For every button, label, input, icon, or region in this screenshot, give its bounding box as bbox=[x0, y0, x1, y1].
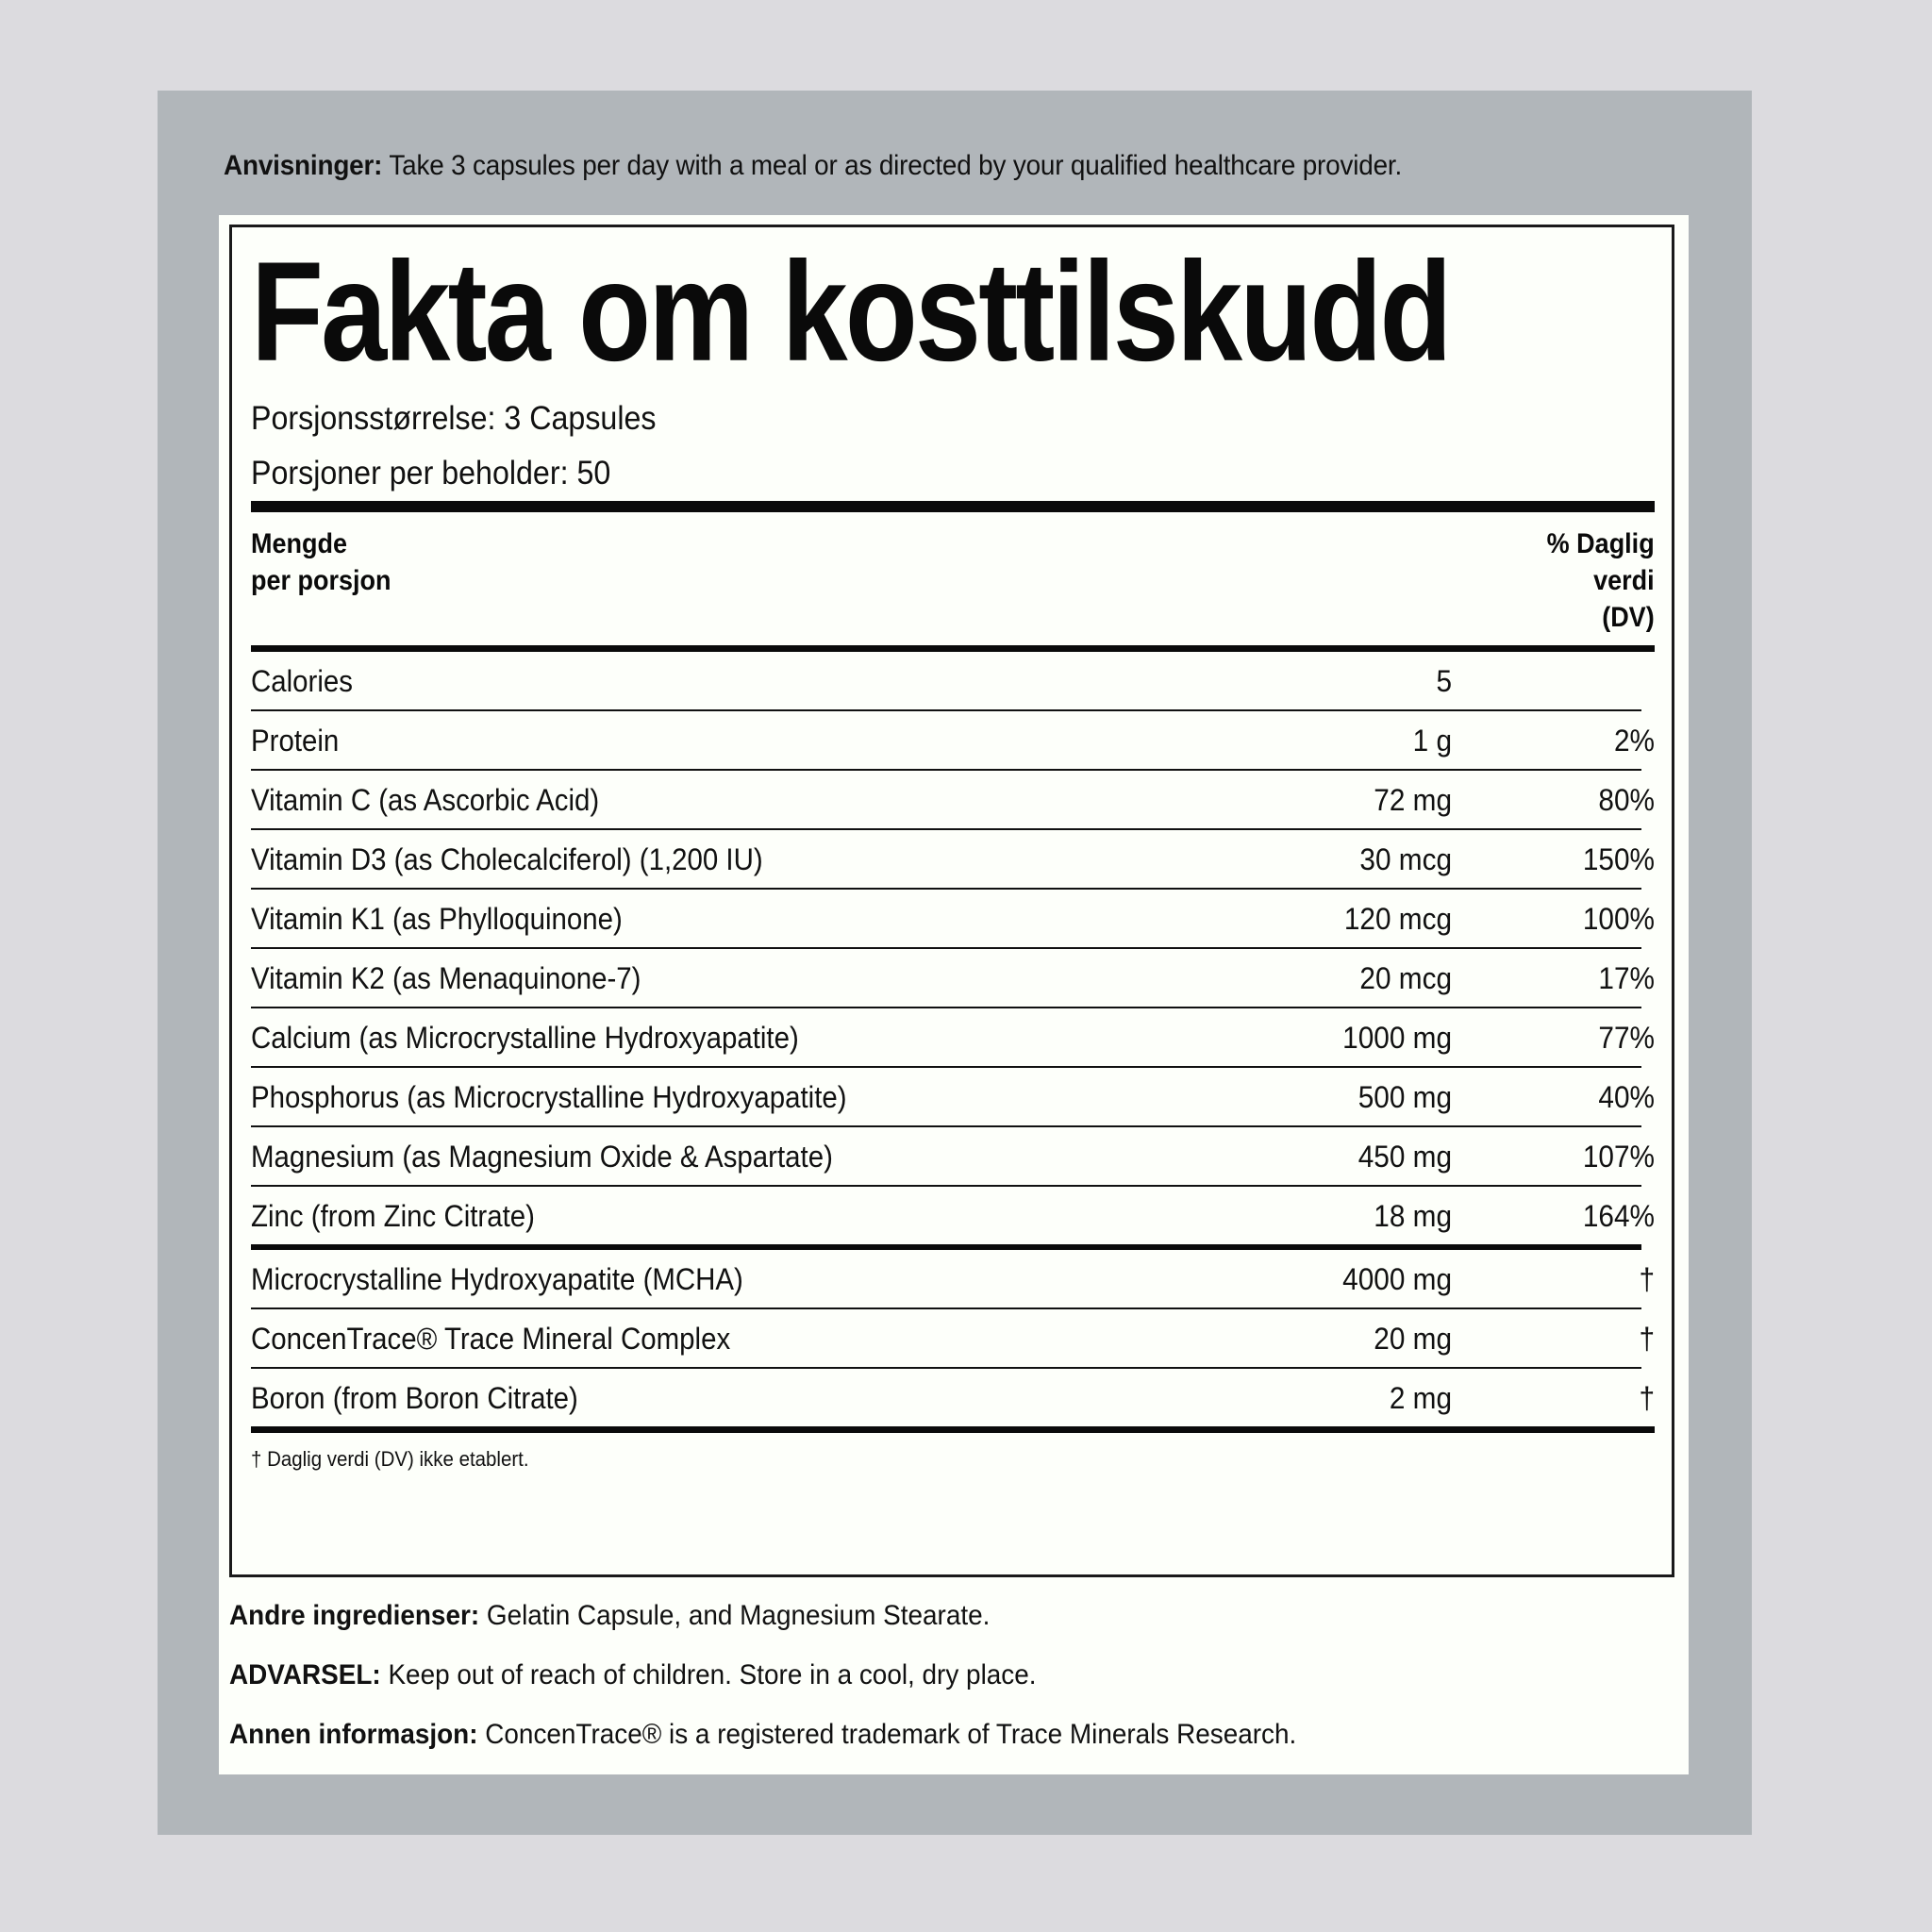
nutrient-name: Phosphorus (as Microcrystalline Hydroxyapatite) bbox=[251, 1080, 847, 1114]
nutrient-amount: 30 mcg bbox=[1359, 842, 1452, 876]
nutrient-name: Calcium (as Microcrystalline Hydroxyapatite) bbox=[251, 1021, 799, 1055]
header-dv-line-3: (DV) bbox=[1602, 602, 1655, 633]
header-amount-line-1: Mengde bbox=[251, 528, 348, 559]
nutrient-daily-value: 2% bbox=[1613, 724, 1655, 758]
page-title: Fakta om kosttilskudd bbox=[251, 233, 1450, 391]
nutrient-name: Zinc (from Zinc Citrate) bbox=[251, 1199, 535, 1233]
other-info-label: Annen informasjon: bbox=[229, 1719, 478, 1750]
nutrient-name: Microcrystalline Hydroxyapatite (MCHA) bbox=[251, 1262, 743, 1296]
nutrient-daily-value: 80% bbox=[1598, 783, 1655, 817]
table-column-headers bbox=[251, 512, 1655, 645]
nutrient-amount: 2 mg bbox=[1389, 1381, 1452, 1415]
table-row bbox=[251, 1187, 1655, 1244]
table-row bbox=[251, 830, 1655, 888]
table-row bbox=[251, 771, 1655, 828]
nutrient-amount: 4000 mg bbox=[1342, 1262, 1452, 1296]
table-row bbox=[251, 1369, 1655, 1426]
nutrient-name: Vitamin K1 (as Phylloquinone) bbox=[251, 902, 623, 936]
nutrient-name: Protein bbox=[251, 724, 340, 758]
nutrient-amount: 5 bbox=[1436, 664, 1452, 698]
servings-per-container: Porsjoner per beholder: 50 bbox=[251, 455, 611, 491]
other-ingredients-label: Andre ingredienser: bbox=[229, 1600, 480, 1631]
nutrient-amount: 450 mg bbox=[1357, 1140, 1452, 1174]
nutrient-daily-value: 17% bbox=[1598, 961, 1655, 995]
nutrient-name: Boron (from Boron Citrate) bbox=[251, 1381, 578, 1415]
directions-label: Anvisninger: bbox=[224, 150, 383, 181]
table-row bbox=[251, 652, 1655, 709]
nutrient-daily-value: 164% bbox=[1582, 1199, 1655, 1233]
nutrient-name: Calories bbox=[251, 664, 353, 698]
nutrient-daily-value: † bbox=[1639, 1322, 1655, 1356]
table-row bbox=[251, 1068, 1655, 1125]
divider-under-headers bbox=[251, 645, 1655, 652]
nutrient-amount: 18 mg bbox=[1374, 1199, 1452, 1233]
directions-line bbox=[224, 149, 1592, 183]
table-row bbox=[251, 890, 1655, 947]
table-row bbox=[251, 1250, 1655, 1307]
header-dv-line-2: verdi bbox=[1593, 565, 1655, 596]
other-ingredients-text: Gelatin Capsule, and Magnesium Stearate. bbox=[486, 1600, 991, 1631]
warning-text: Keep out of reach of children. Store in a cool, dry place. bbox=[388, 1659, 1037, 1690]
header-dv-line-1: % Daglig bbox=[1546, 528, 1655, 559]
nutrient-amount: 1000 mg bbox=[1342, 1021, 1452, 1055]
nutrient-daily-value: 77% bbox=[1598, 1021, 1655, 1055]
supplement-facts-box bbox=[229, 225, 1674, 1577]
nutrient-name: Vitamin C (as Ascorbic Acid) bbox=[251, 783, 600, 817]
other-info-text: ConcenTrace® is a registered trademark of Trace Minerals Research. bbox=[485, 1719, 1297, 1750]
nutrient-amount: 120 mcg bbox=[1343, 902, 1452, 936]
nutrient-daily-value: 107% bbox=[1582, 1140, 1655, 1174]
directions-text: Take 3 capsules per day with a meal or as directed by your qualified healthcare provider. bbox=[389, 150, 1403, 181]
nutrient-name: Vitamin D3 (as Cholecalciferol) (1,200 IU) bbox=[251, 842, 763, 876]
divider-thick-top bbox=[251, 501, 1655, 512]
nutrient-name: Vitamin K2 (as Menaquinone-7) bbox=[251, 961, 641, 995]
serving-size: Porsjonsstørrelse: 3 Capsules bbox=[251, 400, 657, 437]
table-row bbox=[251, 1008, 1655, 1066]
nutrient-name: ConcenTrace® Trace Mineral Complex bbox=[251, 1322, 731, 1356]
nutrient-daily-value: 40% bbox=[1598, 1080, 1655, 1114]
nutrient-amount: 20 mg bbox=[1374, 1322, 1452, 1356]
warning-label: ADVARSEL: bbox=[229, 1659, 381, 1690]
divider-bottom bbox=[251, 1426, 1655, 1433]
nutrient-amount: 72 mg bbox=[1374, 783, 1452, 817]
nutrient-amount: 500 mg bbox=[1357, 1080, 1452, 1114]
header-daily-value bbox=[1547, 525, 1655, 636]
other-information bbox=[229, 1718, 1580, 1752]
nutrient-table bbox=[251, 652, 1655, 1426]
other-ingredients bbox=[229, 1599, 1580, 1633]
table-row bbox=[251, 949, 1655, 1007]
serving-info bbox=[251, 391, 1655, 501]
daily-value-footnote: † Daglig verdi (DV) ikke etablert. bbox=[251, 1447, 529, 1471]
warning bbox=[229, 1658, 1580, 1692]
nutrient-name: Magnesium (as Magnesium Oxide & Aspartate) bbox=[251, 1140, 833, 1174]
nutrient-daily-value: † bbox=[1639, 1381, 1655, 1415]
table-row bbox=[251, 711, 1655, 769]
nutrient-amount: 20 mcg bbox=[1359, 961, 1452, 995]
bottom-info-block bbox=[229, 1599, 1682, 1777]
nutrient-daily-value: † bbox=[1639, 1262, 1655, 1296]
table-row bbox=[251, 1127, 1655, 1185]
nutrient-daily-value: 150% bbox=[1582, 842, 1655, 876]
header-amount-per-serving bbox=[251, 525, 391, 599]
table-row bbox=[251, 1309, 1655, 1367]
nutrient-daily-value: 100% bbox=[1582, 902, 1655, 936]
header-amount-line-2: per porsjon bbox=[251, 565, 391, 596]
nutrient-amount: 1 g bbox=[1412, 724, 1452, 758]
